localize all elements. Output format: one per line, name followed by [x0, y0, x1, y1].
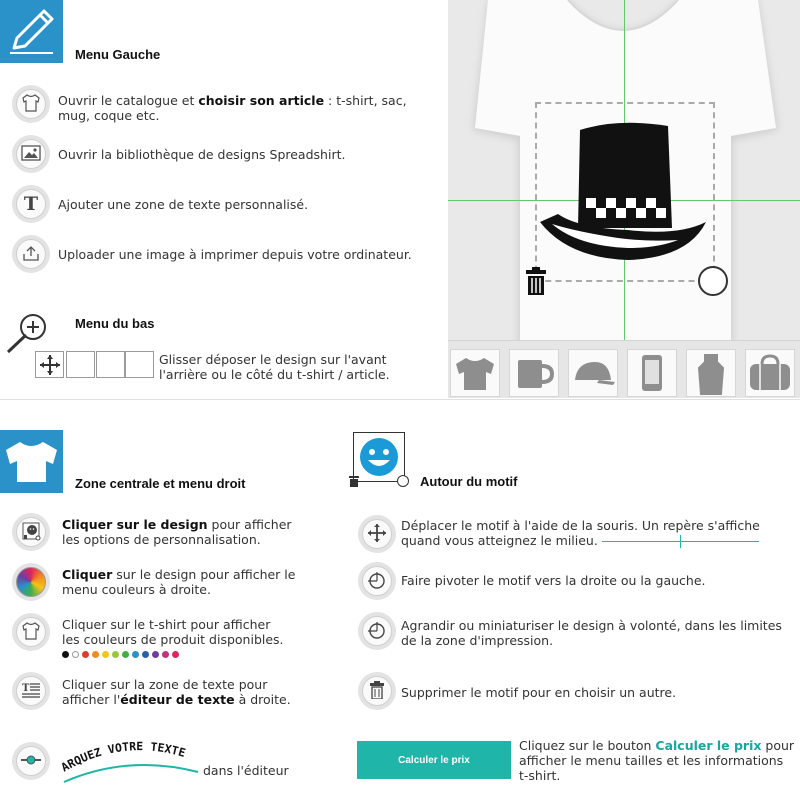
calculate-price-button[interactable]: Calculer le prix — [357, 741, 511, 779]
color-swatch — [92, 651, 99, 658]
section-title-menu-bas: Menu du bas — [75, 316, 155, 331]
section-title-zone-centrale: Zone centrale et menu droit — [75, 476, 246, 491]
color-swatch — [162, 651, 169, 658]
tshirt-preview[interactable] — [448, 0, 800, 398]
color-menu-description: Cliquer sur le design pour afficher le menu couleurs à droite. — [62, 567, 296, 597]
upload-icon — [22, 245, 40, 264]
color-swatch — [172, 651, 179, 658]
color-swatch — [82, 651, 89, 658]
tshirt-icon — [21, 94, 41, 115]
pencil-icon — [0, 0, 63, 63]
apron-thumb[interactable] — [686, 349, 736, 397]
calculate-price-description: Cliquez sur le bouton Calculer le prix pour afficher le menu tailles et les informations t-shirt. — [519, 738, 795, 783]
svg-text:ARQUEZ VOTRE TEXTE — [59, 739, 188, 774]
color-swatch — [62, 651, 69, 658]
color-swatch — [72, 651, 79, 658]
scale-motif-description: Agrandir ou miniaturiser le design à volonté, dans les limites de la zone d'impression. — [401, 618, 782, 648]
color-swatch — [102, 651, 109, 658]
top-hat-design[interactable] — [538, 118, 708, 268]
add-text-description: Ajouter une zone de texte personnalisé. — [58, 197, 309, 212]
text-editor-button[interactable] — [12, 672, 50, 710]
section-title-menu-gauche: Menu Gauche — [75, 47, 161, 62]
arc-text-sample — [58, 738, 208, 788]
delete-handle-icon[interactable] — [525, 266, 547, 299]
scale-motif-button[interactable] — [358, 612, 396, 650]
slider-icon — [20, 754, 42, 769]
arc-text: ARQUEZ VOTRE TEXTE — [58, 739, 188, 775]
catalog-button[interactable] — [12, 85, 50, 123]
text-editor-icon — [21, 681, 41, 702]
scale-icon — [367, 620, 387, 643]
smiley-icon — [21, 521, 41, 544]
tshirt-icon — [21, 622, 41, 643]
text-t-icon: T — [23, 193, 39, 215]
move-motif-description: Déplacer le motif à l'aide de la souris. Un repère s'affiche quand vous atteignez le milieu. — [401, 518, 760, 548]
scale-handle[interactable] — [698, 266, 728, 296]
move-icon — [367, 523, 387, 546]
tshirt-thumb[interactable] — [450, 349, 500, 397]
color-swatch — [132, 651, 139, 658]
svg-text:T: T — [22, 682, 30, 694]
delete-motif-description: Supprimer le motif pour en choisir un autre. — [401, 685, 677, 700]
tshirt-section-icon — [0, 430, 63, 493]
cap-thumb[interactable] — [568, 349, 618, 397]
color-wheel-icon — [16, 567, 46, 597]
catalog-description: Ouvrir le catalogue et choisir son article : t-shirt, sac, mug, coque etc. — [58, 93, 407, 123]
drop-zone-front[interactable] — [66, 351, 95, 378]
phone-case-thumb[interactable] — [627, 349, 677, 397]
product-colors-description: Cliquer sur le t-shirt pour afficher les couleurs de produit disponibles. — [62, 617, 284, 647]
divider — [0, 399, 800, 400]
mug-thumb[interactable] — [509, 349, 559, 397]
color-swatch — [152, 651, 159, 658]
color-swatches — [62, 651, 182, 660]
bag-thumb[interactable] — [745, 349, 795, 397]
text-editor-description: Cliquer sur la zone de texte pour afficher l'éditeur de texte à droite. — [62, 677, 291, 707]
delete-motif-button[interactable] — [358, 672, 396, 710]
design-options-button[interactable] — [12, 513, 50, 551]
design-library-description: Ouvrir la bibliothèque de designs Spreadshirt. — [58, 147, 346, 162]
rotate-icon — [367, 570, 387, 593]
add-text-button[interactable] — [12, 185, 50, 223]
product-colors-button[interactable] — [12, 613, 50, 651]
upload-description: Uploader une image à imprimer depuis votre ordinateur. — [58, 247, 412, 262]
move-arrows-icon — [39, 354, 61, 379]
trash-icon — [370, 681, 384, 702]
arc-suffix: dans l'éditeur — [203, 763, 289, 778]
color-menu-button[interactable] — [12, 563, 50, 601]
move-motif-button[interactable] — [358, 515, 396, 553]
rotate-motif-description: Faire pivoter le motif vers la droite ou la gauche. — [401, 573, 706, 588]
motif-frame-icon — [348, 430, 412, 490]
drop-zone-side[interactable] — [125, 351, 154, 378]
rotate-motif-button[interactable] — [358, 562, 396, 600]
image-icon — [21, 145, 41, 164]
menu-bas-description: Glisser déposer le design sur l'avant l'arrière ou le côté du t-shirt / article. — [159, 352, 390, 382]
color-swatch — [112, 651, 119, 658]
upload-button[interactable] — [12, 235, 50, 273]
drop-zone-back[interactable] — [96, 351, 125, 378]
center-guide-tick — [680, 535, 681, 548]
section-title-autour: Autour du motif — [420, 474, 518, 489]
design-options-description: Cliquer sur le design pour afficher les options de personnalisation. — [62, 517, 292, 547]
color-swatch — [142, 651, 149, 658]
color-swatch — [122, 651, 129, 658]
arc-slider-button[interactable] — [12, 742, 50, 780]
design-library-button[interactable] — [12, 135, 50, 173]
drop-zone-move[interactable] — [35, 351, 64, 378]
